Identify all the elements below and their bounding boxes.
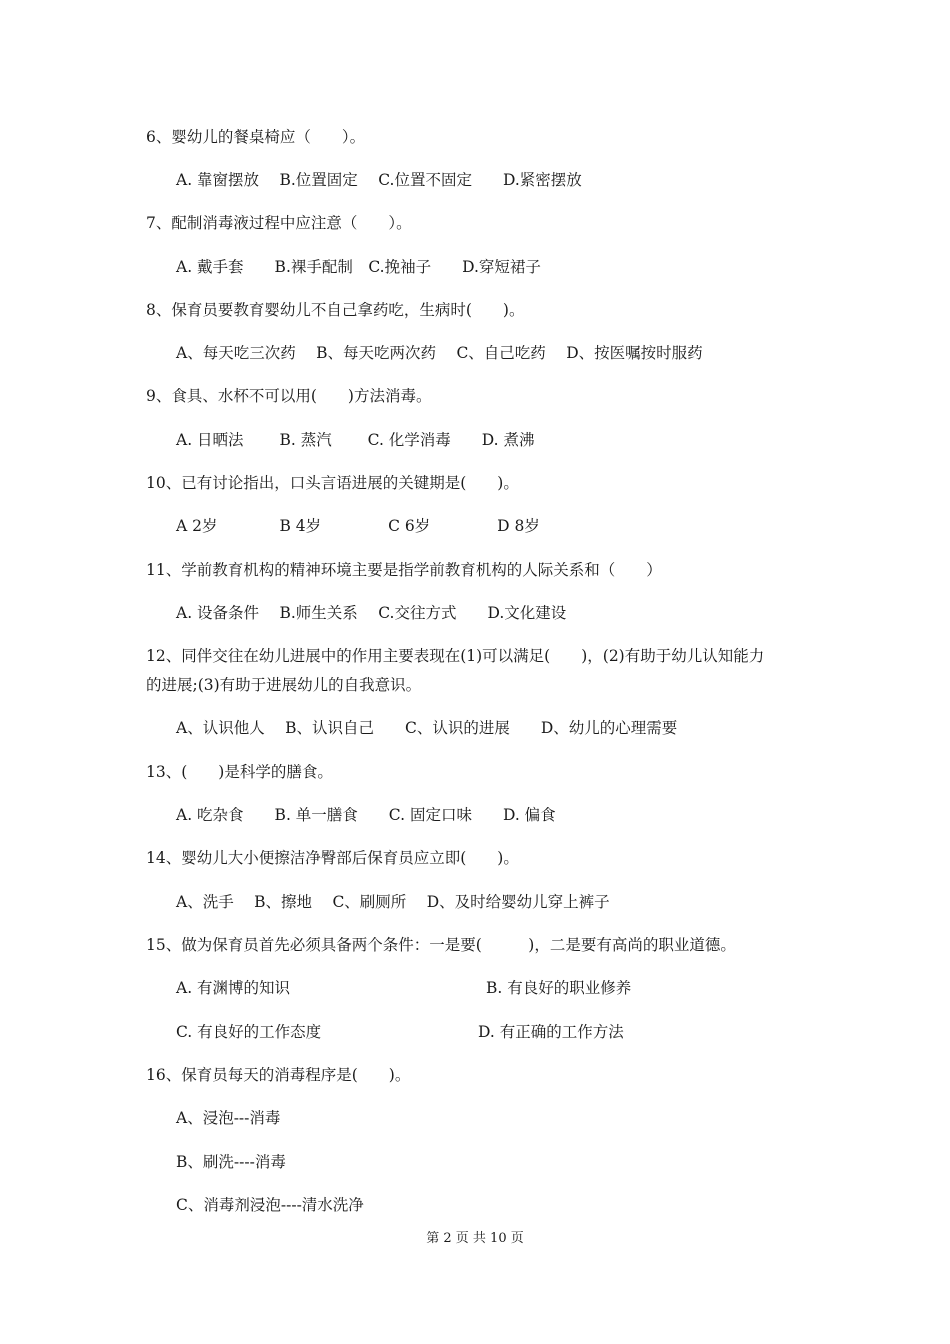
- question-options: A. 吃杂食 B. 单一膳食 C. 固定口味 D. 偏食: [176, 806, 556, 824]
- question-options: A. 日晒法 B. 蒸汽 C. 化学消毒 D. 煮沸: [176, 431, 535, 449]
- question-option-a: A、浸泡---消毒: [176, 1109, 281, 1127]
- question-text: 9、食具、水杯不可以用( )方法消毒。: [146, 387, 432, 405]
- page-number-footer: 第 2 页 共 10 页: [426, 1231, 524, 1246]
- question-text: 15、做为保育员首先必须具备两个条件：一是要( )，二是要有高尚的职业道德。: [146, 936, 736, 954]
- question-option-d: D. 有正确的工作方法: [478, 1023, 624, 1041]
- question-options: A、认识他人 B、认识自己 C、认识的进展 D、幼儿的心理需要: [176, 719, 678, 737]
- question-option-a: A. 有渊博的知识: [176, 979, 291, 997]
- question-text: 10、已有讨论指出，口头言语进展的关键期是( )。: [146, 474, 519, 492]
- question-options: A 2岁 B 4岁 C 6岁 D 8岁: [176, 517, 540, 535]
- question-text: 6、婴幼儿的餐桌椅应（ ）。: [146, 128, 366, 146]
- question-option-c: C、消毒剂浸泡----清水洗净: [176, 1196, 364, 1214]
- question-text-continued: 的进展;(3)有助于进展幼儿的自我意识。: [146, 676, 422, 694]
- question-options: A、洗手 B、擦地 C、刷厕所 D、及时给婴幼儿穿上裤子: [176, 893, 610, 911]
- question-text: 12、同伴交往在幼儿进展中的作用主要表现在(1)可以满足( )，(2)有助于幼儿认知能力: [146, 647, 765, 665]
- question-text: 8、保育员要教育婴幼儿不自己拿药吃，生病时( )。: [146, 301, 525, 319]
- question-options: A、每天吃三次药 B、每天吃两次药 C、自己吃药 D、按医嘱按时服药: [176, 344, 703, 362]
- question-options: A. 戴手套 B.裸手配制 C.挽袖子 D.穿短裙子: [176, 258, 541, 276]
- question-options: A. 设备条件 B.师生关系 C.交往方式 D.文化建设: [176, 604, 567, 622]
- question-text: 7、配制消毒液过程中应注意（ ）。: [146, 214, 412, 232]
- question-option-b: B. 有良好的职业修养: [486, 979, 632, 997]
- question-text: 11、学前教育机构的精神环境主要是指学前教育机构的人际关系和（ ）: [146, 561, 662, 579]
- question-option-c: C. 有良好的工作态度: [176, 1023, 322, 1041]
- question-text: 16、保育员每天的消毒程序是( )。: [146, 1066, 411, 1084]
- question-text: 13、( )是科学的膳食。: [146, 763, 333, 781]
- question-options: A. 靠窗摆放 B.位置固定 C.位置不固定 D.紧密摆放: [176, 171, 582, 189]
- question-text: 14、婴幼儿大小便擦洁净臀部后保育员应立即( )。: [146, 849, 519, 867]
- question-option-b: B、刷洗----消毒: [176, 1153, 286, 1171]
